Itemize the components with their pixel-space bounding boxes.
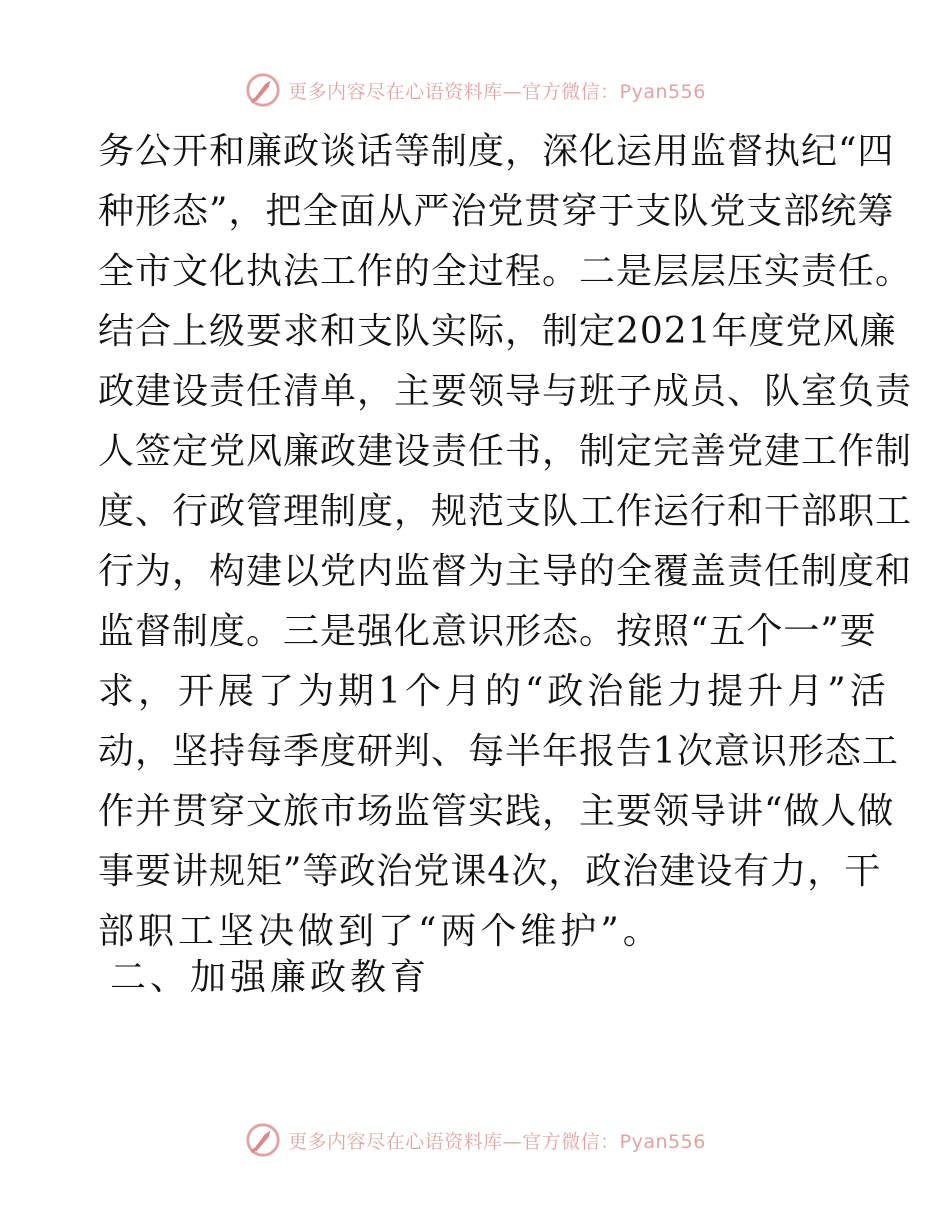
paragraph-line: 求，开展了为期1个月的“政治能力提升月”活 bbox=[98, 671, 890, 712]
section-heading: 二、加强廉政教育 bbox=[110, 957, 431, 998]
paragraph-line: 务公开和廉政谈话等制度，深化运用监督执纪“四 bbox=[98, 131, 895, 172]
paragraph-line: 结合上级要求和支队实际，制定2021年度党风廉 bbox=[98, 311, 897, 352]
pen-nib-logo-icon bbox=[244, 1121, 282, 1159]
paragraph-line: 动，坚持每季度研判、每半年报告1次意识形态工 bbox=[98, 731, 899, 772]
paragraph-line: 度、行政管理制度，规范支队工作运行和干部职工 bbox=[98, 491, 913, 532]
paragraph-line: 监督制度。三是强化意识形态。按照“五个一”要 bbox=[98, 611, 877, 652]
paragraph-line: 事要讲规矩”等政治党课4次，政治建设有力，干 bbox=[98, 851, 882, 892]
footer-watermark-text: 更多内容尽在心语资料库—官方微信：Pyan556 bbox=[288, 1130, 706, 1153]
paragraph-line: 政建设责任清单，主要领导与班子成员、队室负责 bbox=[98, 371, 913, 412]
footer-watermark-banner bbox=[0, 1120, 950, 1160]
paragraph-line: 作并贯穿文旅市场监管实践，主要领导讲“做人做 bbox=[98, 791, 895, 832]
header-watermark-banner bbox=[0, 70, 950, 110]
paragraph-line: 行为，构建以党内监督为主导的全覆盖责任制度和 bbox=[98, 551, 913, 592]
paragraph-line: 全市文化执法工作的全过程。二是层层压实责任。 bbox=[98, 251, 913, 292]
paragraph-line: 种形态”，把全面从严治党贯穿于支队党支部统筹 bbox=[98, 191, 895, 232]
paragraph-line: 人签定党风廉政建设责任书，制定完善党建工作制 bbox=[98, 431, 913, 472]
pen-nib-logo-icon bbox=[244, 71, 282, 109]
header-watermark-text: 更多内容尽在心语资料库—官方微信：Pyan556 bbox=[288, 80, 706, 103]
document-body bbox=[98, 122, 913, 962]
paragraph-line: 部职工坚决做到了“两个维护”。 bbox=[98, 911, 663, 952]
